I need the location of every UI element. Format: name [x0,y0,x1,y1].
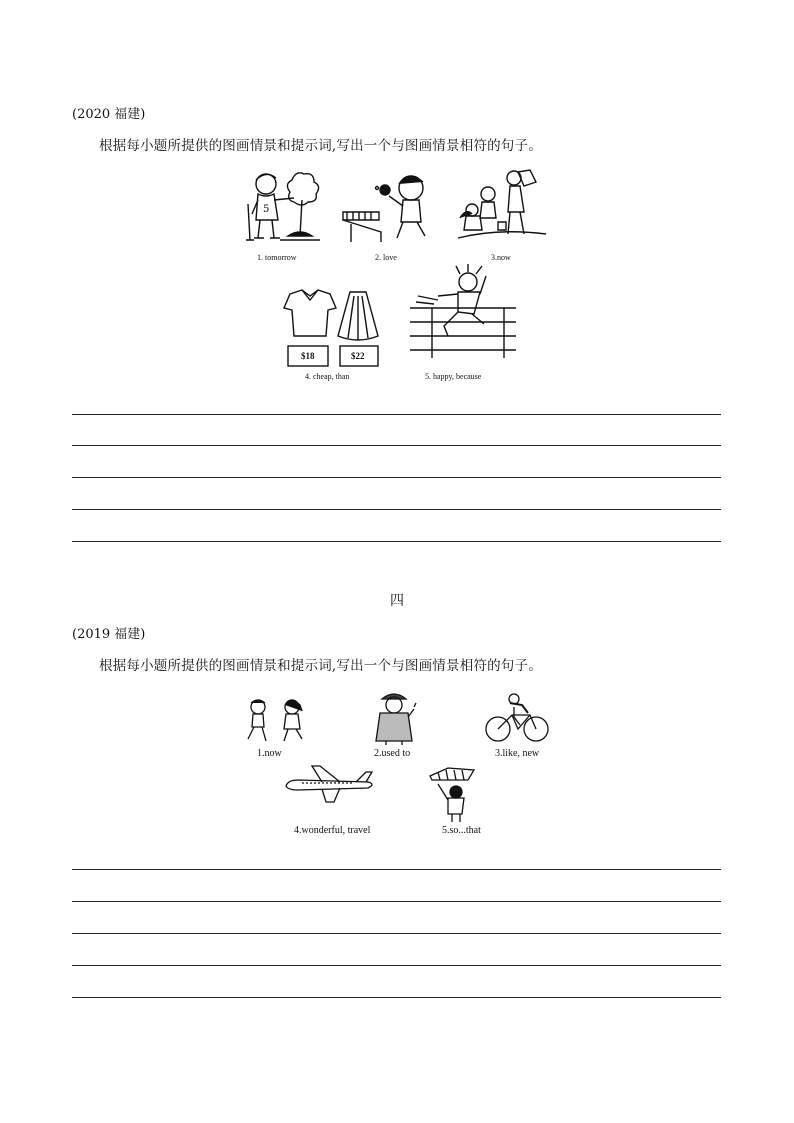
answer-line-3[interactable] [72,477,721,478]
person-shelter-picture [428,766,476,822]
answer-line-2019-3[interactable] [72,933,721,934]
price-shirt: $18 [301,351,315,361]
runner-finish-picture [408,266,518,362]
caption-4: 4. cheap, than [305,372,350,381]
caption-5: 5. happy, because [425,372,482,381]
answer-line-2019-1[interactable] [72,869,721,870]
boy-planting-tree-picture [244,170,324,246]
kids-running-picture [244,697,310,745]
old-man-picture [372,689,416,745]
caption-2019-3: 3.like, new [495,748,540,759]
caption-1: 1. tomorrow [257,253,297,262]
svg-text:5: 5 [263,204,270,215]
caption-2019-4: 4.wonderful, travel [294,825,371,836]
answer-line-4[interactable] [72,509,721,510]
section-number: 四 [390,593,404,609]
caption-3: 3.now [491,253,511,262]
price-skirt: $22 [351,351,365,361]
cyclist-picture [484,693,550,745]
caption-2019-1: 1.now [257,748,282,759]
answer-line-2019-2[interactable] [72,901,721,902]
answer-line-1[interactable] [72,414,721,415]
answer-line-2019-4[interactable] [72,965,721,966]
source-2019: (2019 福建) [72,627,146,642]
instruction-2019: 根据每小题所提供的图画情景和提示词,写出一个与图画情景相符的句子。 [99,658,542,674]
answer-line-2[interactable] [72,445,721,446]
caption-2019-2: 2.used to [374,748,411,759]
answer-line-2019-5[interactable] [72,997,721,998]
ping-pong-picture [341,172,433,246]
caption-2: 2. love [375,253,397,262]
source-2020: (2020 福建) [72,107,146,122]
family-cleaning-picture [458,168,548,246]
airplane-picture [282,764,378,804]
shirt-skirt-picture [280,288,380,368]
instruction-2020: 根据每小题所提供的图画情景和提示词,写出一个与图画情景相符的句子。 [99,138,542,154]
caption-2019-5: 5.so...that [442,825,481,836]
answer-line-5[interactable] [72,541,721,542]
